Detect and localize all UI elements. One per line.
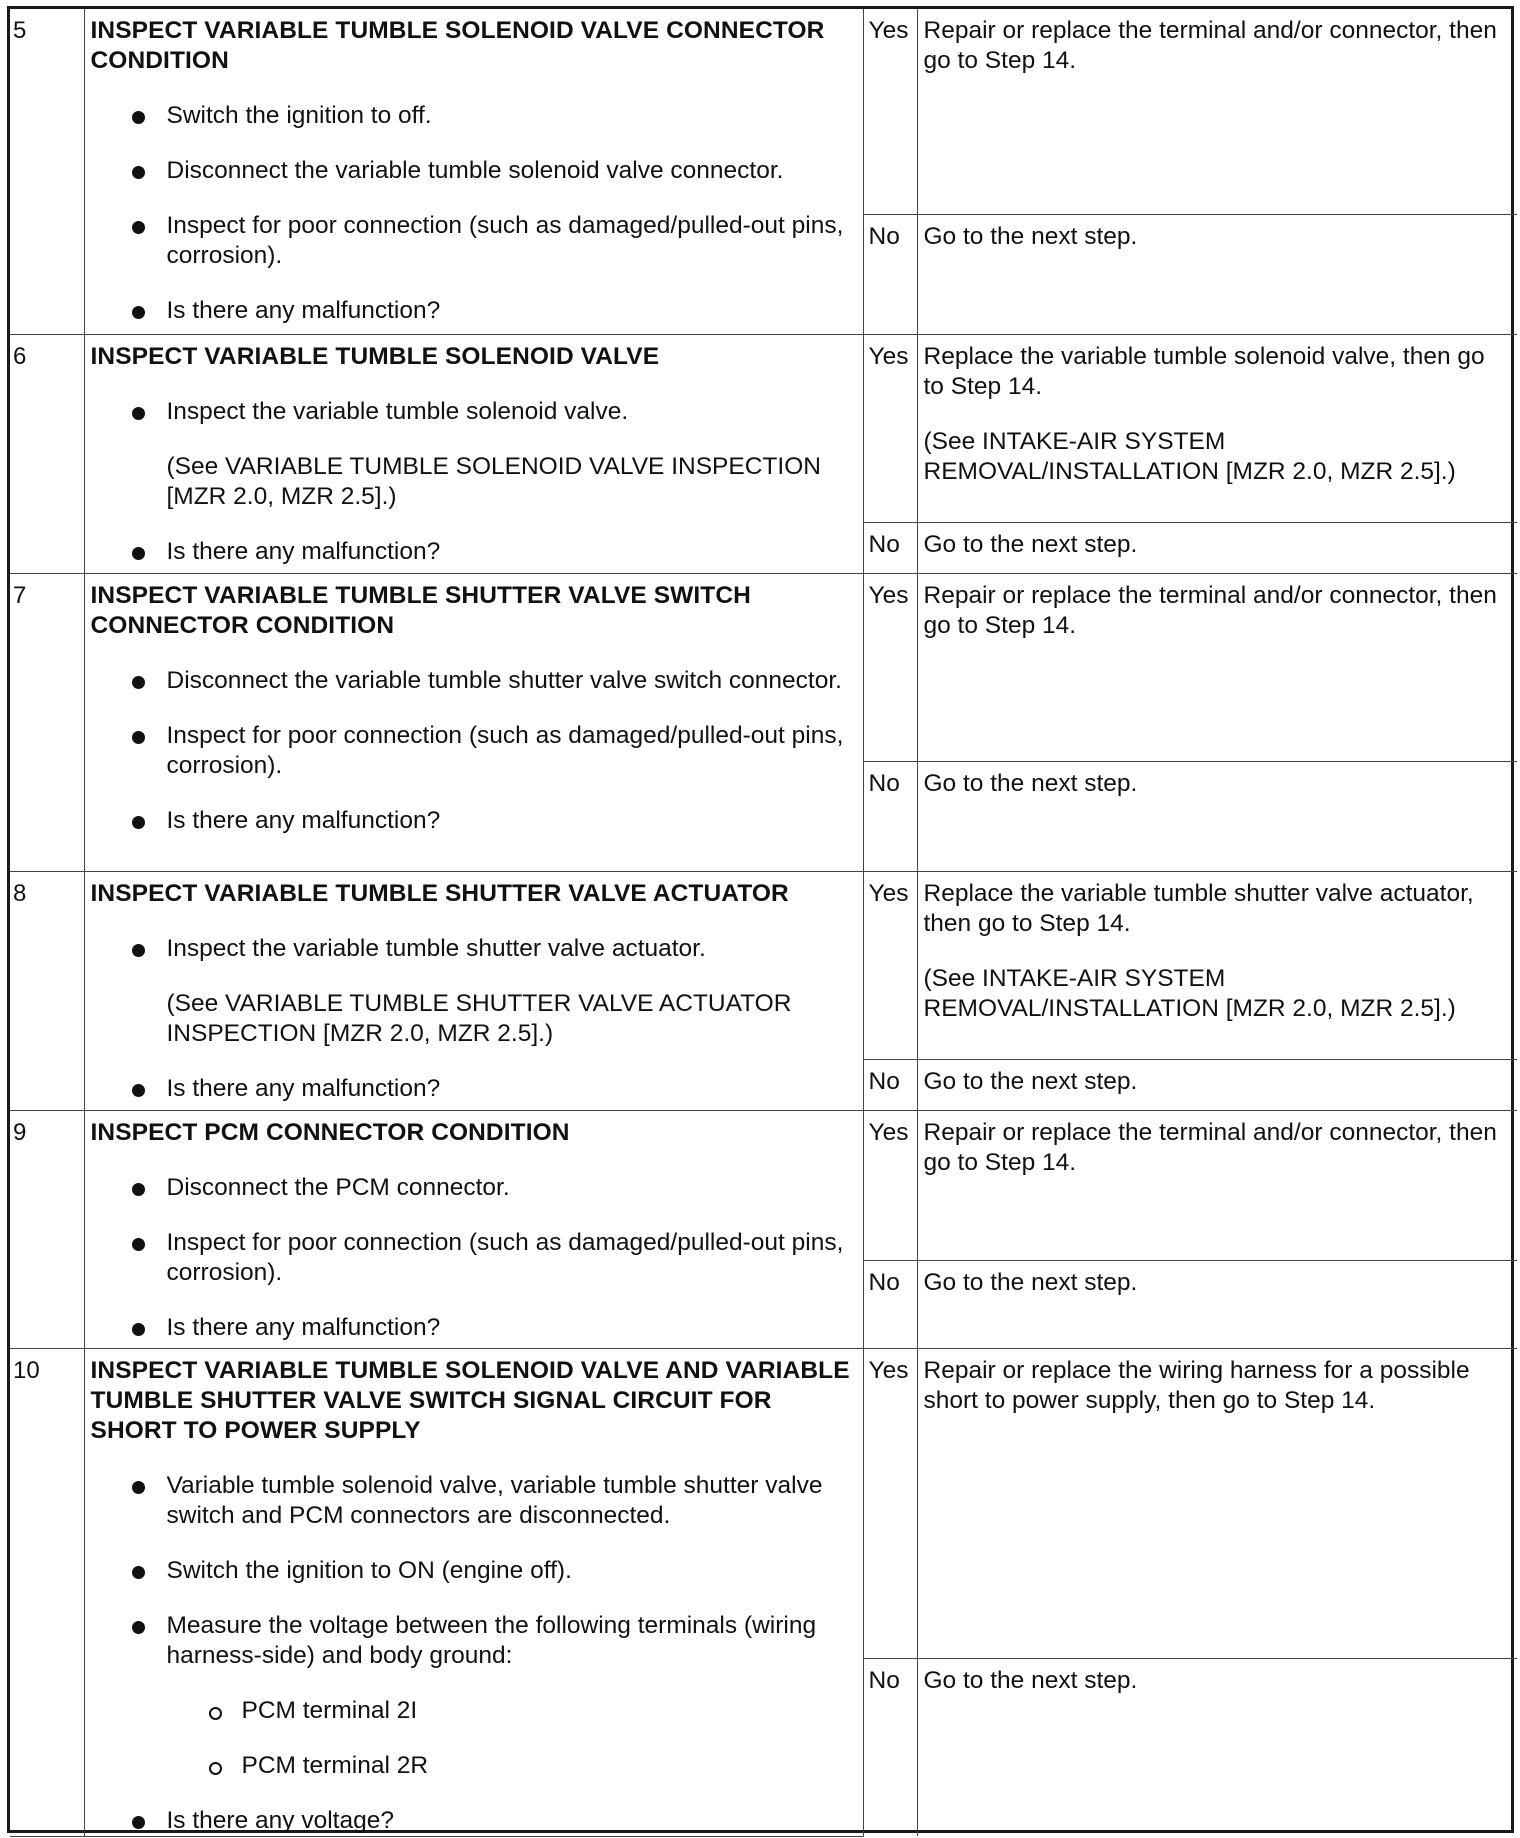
procedure-bullets: [85, 666, 863, 836]
step-number: 6: [13, 342, 27, 370]
yes-action-text: Replace the variable tumble solenoid valve, then go to Step 14.: [923, 342, 1485, 400]
procedure-cell: [84, 334, 863, 573]
step-number-cell: [10, 573, 84, 871]
procedure-bullets: [85, 1471, 863, 1671]
step-number-cell: [10, 871, 84, 1110]
procedure-bullet-question: Is there any malfunction?: [85, 537, 863, 567]
procedure-bullet: Is there any malfunction?: [85, 806, 863, 836]
step-number-cell: [10, 334, 84, 573]
step-title: INSPECT VARIABLE TUMBLE SOLENOID VALVE CONNECTOR CONDITION: [90, 17, 825, 74]
procedure-bullets: [85, 537, 863, 567]
no-label: No: [863, 1260, 917, 1348]
step-title: INSPECT VARIABLE TUMBLE SHUTTER VALVE SWITCH CONNECTOR CONDITION: [90, 581, 751, 639]
step-row-6: [10, 334, 1517, 522]
step-number: 5: [13, 17, 27, 44]
yes-label: Yes: [863, 9, 917, 214]
procedure-bullets: [85, 1806, 863, 1836]
no-action: [917, 1059, 1517, 1110]
procedure-bullet: Inspect for poor connection (such as damaged/pulled-out pins, corrosion).: [85, 1228, 863, 1288]
procedure-bullet: Measure the voltage between the following terminals (wiring harness-side) and body ground:: [85, 1611, 863, 1671]
yes-label: Yes: [863, 1110, 917, 1260]
step-number-cell: [10, 9, 84, 334]
yes-action: [917, 573, 1517, 761]
procedure-cell: [84, 1348, 863, 1836]
procedure-bullet: Inspect for poor connection (such as damaged/pulled-out pins, corrosion).: [85, 211, 863, 271]
no-action: [917, 1658, 1517, 1836]
procedure-cell: [84, 573, 863, 871]
procedure-cell: [84, 1110, 863, 1348]
procedure-bullets: [85, 1173, 863, 1343]
procedure-bullet-question: Is there any malfunction?: [85, 1074, 863, 1104]
procedure-bullet: Is there any malfunction?: [85, 296, 863, 326]
no-label: No: [863, 761, 917, 871]
reference-note: (See VARIABLE TUMBLE SOLENOID VALVE INSPECTION [MZR 2.0, MZR 2.5].): [166, 452, 821, 510]
no-action-text: Go to the next step.: [923, 530, 1138, 558]
procedure-bullet: Switch the ignition to ON (engine off).: [85, 1556, 863, 1586]
yes-label: Yes: [863, 1348, 917, 1658]
yes-action-text: Repair or replace the terminal and/or connector, then go to Step 14.: [923, 581, 1497, 639]
step-title: INSPECT VARIABLE TUMBLE SOLENOID VALVE: [90, 342, 660, 370]
no-action-text: Go to the next step.: [923, 1268, 1138, 1296]
yes-label: Yes: [863, 334, 917, 522]
procedure-bullet: Inspect the variable tumble shutter valve actuator.: [85, 934, 863, 964]
no-action-text: Go to the next step.: [923, 769, 1138, 797]
procedure-bullet: Disconnect the variable tumble shutter valve switch connector.: [85, 666, 863, 696]
step-number: 8: [13, 879, 27, 907]
yes-action: [917, 1110, 1517, 1260]
no-action-text: Go to the next step.: [923, 1666, 1138, 1694]
yes-action: [917, 1348, 1517, 1658]
step-row-7: [10, 573, 1517, 761]
yes-label: Yes: [863, 871, 917, 1059]
yes-action: [917, 871, 1517, 1059]
troubleshooting-table: [7, 6, 1514, 1833]
step-number: 7: [13, 581, 27, 609]
procedure-bullet: Inspect the variable tumble solenoid valve.: [85, 397, 863, 427]
step-row-8: [10, 871, 1517, 1059]
procedure-bullet: Switch the ignition to off.: [85, 101, 863, 131]
yes-action: [917, 334, 1517, 522]
procedure-bullets: [85, 934, 863, 964]
procedure-bullets: [85, 1074, 863, 1104]
yes-action-reference: (See INTAKE-AIR SYSTEM REMOVAL/INSTALLATION [MZR 2.0, MZR 2.5].): [923, 964, 1456, 1022]
procedure-bullet-question: Is there any voltage?: [85, 1806, 863, 1836]
step-number: 9: [13, 1118, 27, 1146]
no-action: [917, 214, 1517, 334]
procedure-bullet: Disconnect the variable tumble solenoid valve connector.: [85, 156, 863, 186]
step-title: INSPECT VARIABLE TUMBLE SHUTTER VALVE ACTUATOR: [90, 879, 789, 907]
terminal-item: PCM terminal 2R: [85, 1751, 863, 1781]
procedure-cell: [84, 9, 863, 334]
step-title: INSPECT VARIABLE TUMBLE SOLENOID VALVE AND VARIABLE TUMBLE SHUTTER VALVE SWITCH SIGNAL CIRCUIT FOR SHORT TO POWER SUPPLY: [90, 1356, 850, 1444]
step-row-10: [10, 1348, 1517, 1658]
no-label: No: [863, 522, 917, 573]
step-number-cell: [10, 1348, 84, 1836]
no-action-text: Go to the next step.: [923, 1067, 1138, 1095]
step-row-9: [10, 1110, 1517, 1260]
yes-action-text: Repair or replace the terminal and/or connector, then go to Step 14.: [923, 17, 1497, 74]
procedure-bullet: Variable tumble solenoid valve, variable tumble shutter valve switch and PCM connectors are disconnected.: [85, 1471, 863, 1531]
no-label: No: [863, 214, 917, 334]
no-action: [917, 522, 1517, 573]
yes-label: Yes: [863, 573, 917, 761]
diagnostic-procedure-table: [10, 9, 1517, 1837]
no-label: No: [863, 1658, 917, 1836]
procedure-bullets: [85, 101, 863, 326]
step-row-5: [10, 9, 1517, 214]
step-title: INSPECT PCM CONNECTOR CONDITION: [90, 1118, 570, 1146]
terminal-list: [85, 1696, 863, 1781]
no-action: [917, 761, 1517, 871]
step-number: 10: [13, 1356, 40, 1384]
yes-action-text: Repair or replace the terminal and/or connector, then go to Step 14.: [923, 1118, 1497, 1176]
yes-action: [917, 9, 1517, 214]
procedure-bullet: Disconnect the PCM connector.: [85, 1173, 863, 1203]
reference-note: (See VARIABLE TUMBLE SHUTTER VALVE ACTUATOR INSPECTION [MZR 2.0, MZR 2.5].): [166, 989, 792, 1047]
no-label: No: [863, 1059, 917, 1110]
procedure-bullet: Inspect for poor connection (such as damaged/pulled-out pins, corrosion).: [85, 721, 863, 781]
yes-action-text: Repair or replace the wiring harness for a possible short to power supply, then go to Step 14.: [923, 1356, 1470, 1414]
terminal-item: PCM terminal 2I: [85, 1696, 863, 1726]
step-number-cell: [10, 1110, 84, 1348]
yes-action-text: Replace the variable tumble shutter valve actuator, then go to Step 14.: [923, 879, 1474, 937]
no-action-text: Go to the next step.: [923, 222, 1138, 250]
procedure-bullets: [85, 397, 863, 427]
no-action: [917, 1260, 1517, 1348]
procedure-bullet: Is there any malfunction?: [85, 1313, 863, 1343]
yes-action-reference: (See INTAKE-AIR SYSTEM REMOVAL/INSTALLATION [MZR 2.0, MZR 2.5].): [923, 427, 1456, 485]
procedure-cell: [84, 871, 863, 1110]
